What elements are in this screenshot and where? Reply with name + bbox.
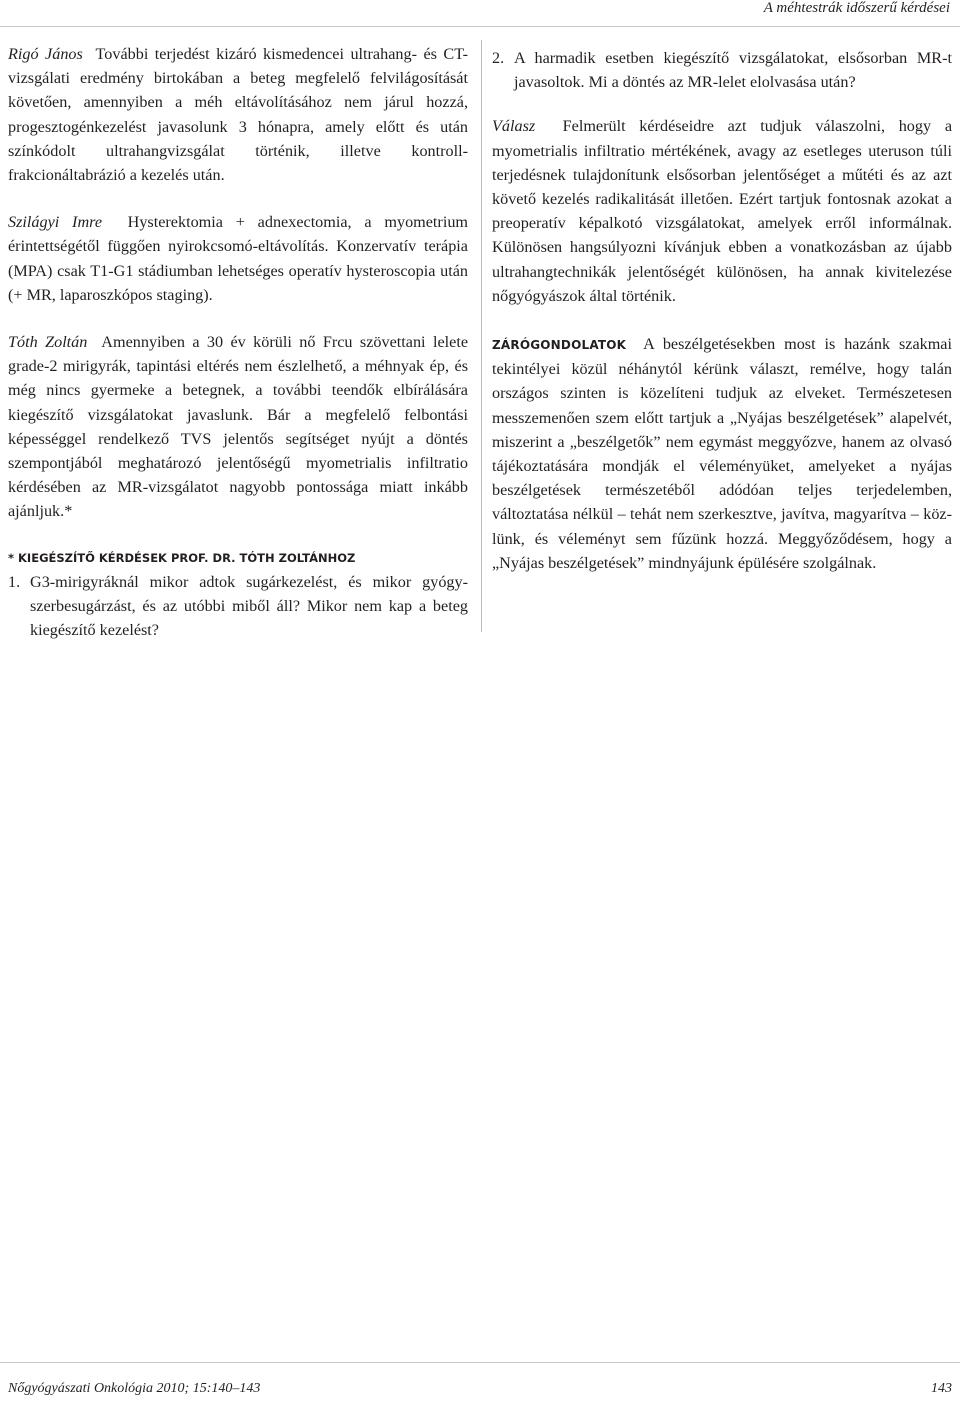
question-item-2 (492, 46, 952, 94)
paragraph-text: Felmerült kérdéseidre azt tudjuk válaszolni, hogy a myometrialis infiltratio mértékének, avagy az esetleges uteruson túli terjedésnek tulajdonítunk elsősorban jelentőséget a műtéti és az azt követő kezelés radikalitását illetően. Ezért tartjuk fontosnak azokat a preoperatív képalkotó vizsgálatokat, amelyek erről informálnak. Különösen hangsúlyozni kívánjuk ebben a vonatkozásban az újabb ultrahangtechnikák jelentőségét különösen, ha annak kivitelezése nőgyógyászok által történik. (492, 117, 952, 305)
question-list-continued (492, 46, 952, 94)
footnote-heading: * KIEGÉSZÍTŐ KÉRDÉSEK PROF. DR. TÓTH ZOLTÁNHOZ (8, 550, 356, 565)
speaker-name: Rigó János (8, 45, 83, 63)
left-column (8, 42, 468, 642)
paragraph-text: Hysterektomia + adnexectomia, a myometrium érintettségétől függően nyirokcsomó-eltávolítás. Konzervatív terápia (MPA) csak T1-G1 stádiumban lehetséges operatív hysteroscopia után (+ MR, laparoszkópos staging). (8, 213, 469, 304)
header-rule (0, 26, 960, 27)
paragraph-text: A beszélgetésekben most is hazánk szakmai tekintélyei közül néhánytól kérünk választ, remélve, hogy talán országos szinten is közelíteni tudjuk az elveket. Természetesen messzemenően szem előtt tartjuk a „Nyájas beszélgetések” alapelvét, miszerint a „beszélgetők” nem egymást meggyőzve, hanem az olvasó tájékoztatására mondják el véleményüket, amelyeket a nyájas beszélgetések természetéből adódóan teljes terjedelemben, változtatása nélkül – tehát nem szerkesztve, javítva, magyarítva – közlünk, és véleményt sem fűzünk hozzá. Meggyőződésem, hogy a „Nyájas beszélgetések” mindnyájunk épülésére szolgálnak. (492, 335, 952, 572)
question-number: 1. (8, 572, 21, 591)
paragraph-text: Amennyiben a 30 év körüli nő Frcu szövettani lelete grade-2 mirigyrák, tapintási eltérés nem észlelhető, a méhnyak ép, és még nincs gyermeke a betegnek, a további teendők elbírálására kiegészítő vizsgálatokat javaslunk. Bár a megfelelő felbontási képességgel rendelkező TVS jelentős segítséget nyújt a döntés szempontjából meghatározó jelentőségű myometrialis infiltratio kérdésében az MR-vizsgálatot nagyobb pontossága miatt inkább ajánljuk.* (8, 333, 469, 521)
paragraph-closing (492, 332, 952, 575)
speaker-name: Válasz (492, 117, 536, 136)
paragraph-rigo (8, 42, 468, 187)
right-column (492, 42, 952, 575)
journal-citation: Nőgyógyászati Onkológia 2010; 15:140–143 (8, 1381, 261, 1396)
speaker-name: Tóth Zoltán (8, 333, 88, 352)
question-item-1 (8, 570, 468, 643)
question-text: A harmadik esetben kiegészítő vizsgálatokat, elsősorban MR-t javasoltok. Mi a döntés az MR-lelet elolvasása után? (514, 49, 952, 92)
question-text: G3-mirigyráknál mikor adtok sugárkezelést, és mikor gyógyszerbesugárzást, és az utóbbi miből áll? Mikor nem kap a beteg kiegészítő kezelést? (30, 572, 468, 640)
question-number: 2. (492, 49, 505, 67)
paragraph-text: További terjedést kizáró kismedencei ultrahang- és CT-vizsgálati eredmény birtokában a beteg megfelelő felvilágosítását követően, amennyiben a méh eltávolításához nem járul hozzá, progesztogénkezelést javasolunk 3 hónapra, amely előtt és után színkódolt ultrahangvizsgálat történik, illetve kontroll-frakcionáltabrázió a kezelés után. (8, 45, 468, 185)
paragraph-szilagyi (8, 210, 468, 307)
running-head: A méhtestrák időszerű kérdései (763, 0, 950, 16)
paragraph-answer (492, 114, 952, 308)
question-list (8, 570, 468, 643)
footer-rule (0, 1362, 960, 1363)
speaker-name: Szilágyi Imre (8, 213, 103, 232)
paragraph-toth (8, 330, 468, 524)
page-number: 143 (931, 1381, 952, 1396)
column-divider (481, 40, 482, 632)
section-heading: ZÁRÓGONDOLATOK (492, 338, 627, 353)
